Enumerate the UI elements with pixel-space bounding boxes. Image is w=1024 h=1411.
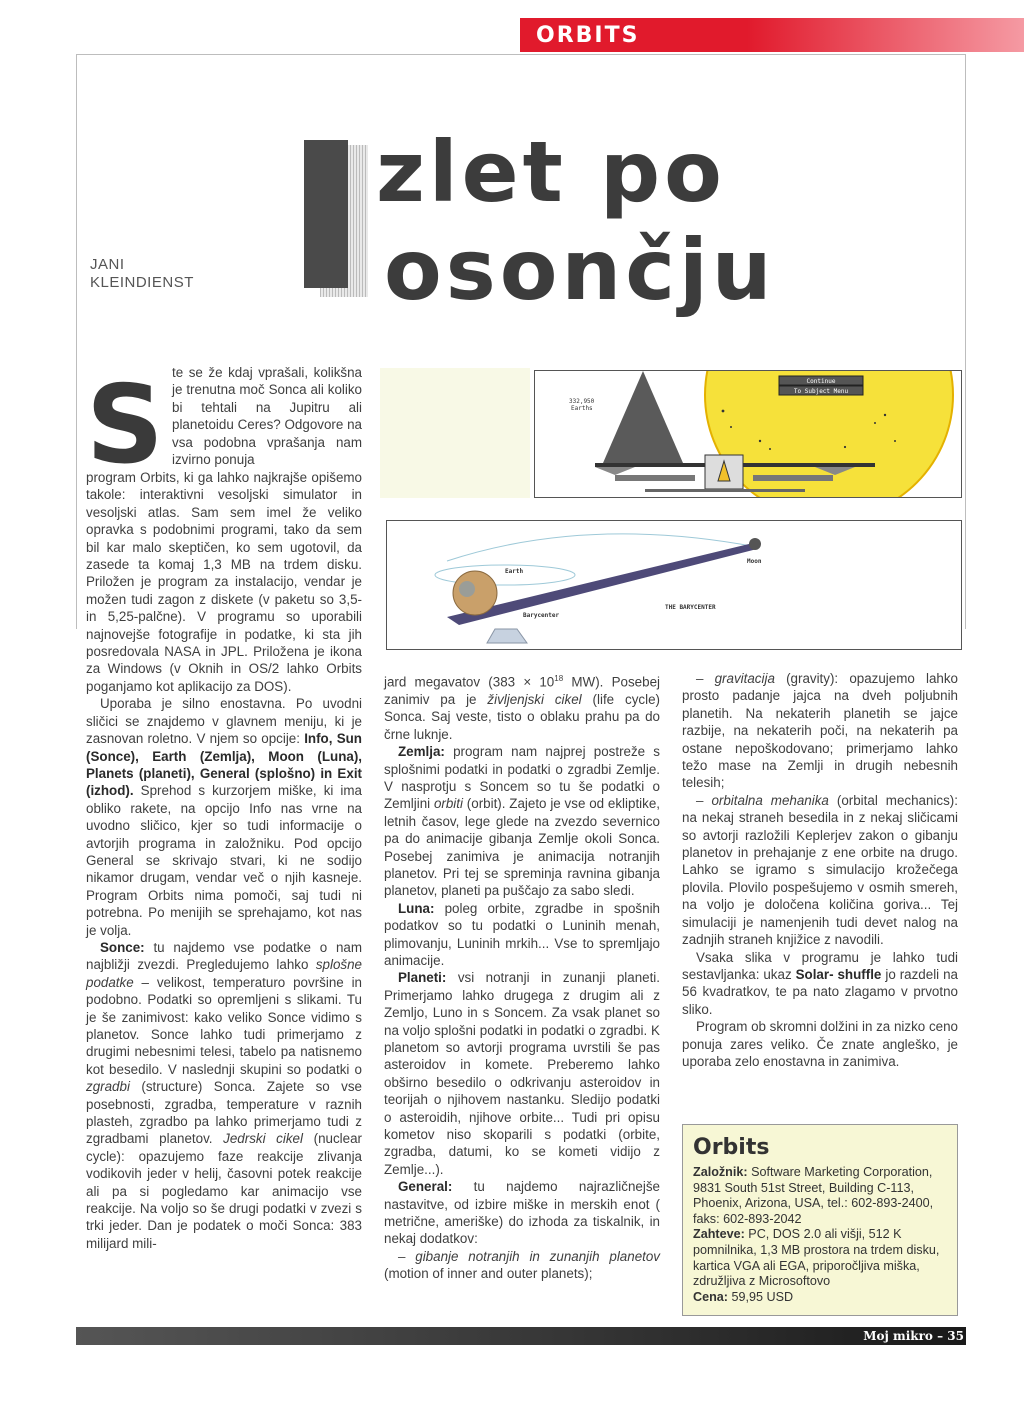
emphasis: življenjski cikel: [487, 691, 582, 707]
emphasis: orbiti: [433, 796, 463, 812]
emphasis: zgradbi: [86, 1079, 130, 1095]
paragraph-text: tu najdemo vse podatke o nam najbližji zvezdi. Pregledujemo lahko: [86, 939, 362, 973]
emphasis: – gravitacija: [696, 671, 775, 686]
barycenter-label: Barycenter: [523, 612, 560, 619]
section-tag: [520, 18, 1024, 52]
paragraph-list-item: [682, 792, 958, 949]
paragraph-text: MW). Posebej zanimiv pa je: [384, 674, 660, 707]
title-line-2: osončju: [384, 221, 776, 319]
paragraph-text: (motion of inner and outer planets);: [384, 1266, 593, 1282]
paragraph-text: poleg orbite, zgradbe in spošnih podatkov so tu podatki o Luninih menah, plimovanju, Luninih mrkih... Vse to spremljajo animacije.: [384, 900, 660, 968]
drop-cap: S: [86, 363, 164, 488]
faint-panel: [380, 368, 530, 498]
footer-bar: [76, 1327, 966, 1345]
emphasis: – orbitalna mehanika: [696, 792, 829, 808]
price-label: Cena:: [693, 1289, 728, 1304]
command-name: Solar- shuffle: [795, 966, 882, 982]
scale-ruler: [645, 489, 805, 492]
paragraph-list-item: [384, 1248, 660, 1283]
scale-base-right: [753, 475, 833, 481]
publisher-value: Software Marketing Corporation, 9831 South 51st Street, Building C-113, Phoenix, Arizona, USA, tel.: 602-893-2400, faks: 602-893-2042: [693, 1165, 934, 1226]
subhead-moon: Luna:: [398, 900, 435, 916]
earth-globe: [453, 571, 497, 615]
paragraph: Program ob skromni dolžini in za nizko ceno ponuja zares veliko. Če znate angleško, je uporaba zelo enostavna in zanimiva.: [682, 1019, 958, 1069]
moon-body: [749, 538, 761, 550]
paragraph: [86, 695, 362, 939]
requirements-info: [693, 1227, 947, 1289]
publisher-label: Založnik:: [693, 1165, 748, 1179]
paragraph-text: (life cycle) Sonca. Saj veste, tisto o oblaku prahu pa do črne luknje.: [384, 691, 660, 742]
paragraph-general: [384, 1178, 660, 1248]
earths-pyramid: [603, 371, 683, 463]
author-byline: [90, 256, 194, 292]
column-2: [384, 670, 660, 1283]
paragraph-sun: [86, 939, 362, 1252]
sun-scale-illustration: [535, 371, 961, 497]
subhead-general: General:: [398, 1179, 453, 1195]
publisher-info: [693, 1165, 947, 1227]
author-first-name: JANI: [90, 256, 125, 273]
subhead-planets: Planeti:: [398, 970, 447, 986]
paragraph-list-item: [682, 670, 958, 792]
paragraph-text: Sprehod s kurzorjem miške, ki ima obliko rakete, na opcijo Info nas vrne na uvodno sličico, kjer so tudi informacije o avtorjih programa in založniku. Pod opcijo General se skrivajo stvari, ki ne sodijo nikamor drugam, vendar več o njih kasneje. Program Orbits nima pomoči, saj tudi ni potrebna. Po menijih se sprehajamo, kot nas je volja.: [86, 783, 362, 938]
price-value: 59,95 USD: [728, 1289, 794, 1304]
paragraph-text: – velikost, temperaturo površine in podobno. Podatki so opremljeni s slikami. Tu je še zanimivost: kako veliko Sonce vidimo s planetov. Sonce lahko tudi primerjamo z drugimi nebesnimi telesi, tabelo pa natisnemo kot besedilo. V naslednji skupini so podatki o: [86, 974, 362, 1077]
column-3: [682, 670, 958, 1070]
paragraph-text: program nam najprej postreže s splošnimi podatki in podatki o zgradbi Zemlje. V nasprotju s Soncem so tu še podatki o Zemljini: [384, 744, 660, 812]
paragraph-text: (orbit). Zajeto je vse od ekliptike, letnih časov, lege glede na zvezdo severnico pa do animacije gibanja Zemlje okoli Sonca. Posebej zanimiva je animacija notranjih planetov. Pri tej se spreminja ravnina gibanja planetov, planeti pa puščajo za sabo sledi.: [384, 796, 660, 899]
continue-button-label: Continue: [806, 378, 836, 385]
paragraph-moon: [384, 900, 660, 970]
column-1: [86, 469, 362, 1252]
paragraph: [682, 949, 958, 1019]
paragraph-text: tu najdemo najrazličnejše nastavitve, od izbire miške in merskih enot ( metrične, ameriške) do izhoda za tiskalnik, in nekaj dodatkov:: [384, 1179, 660, 1247]
menu-options: Info, Sun (Sonce), Earth (Zemlja), Moon (Luna), Planets (planeti), General (splošno) in Exit (izhod).: [86, 731, 362, 799]
subhead-sun: Sonce:: [100, 939, 145, 955]
page-number: Moj mikro – 35: [863, 1329, 964, 1343]
title-line-1: zlet po: [376, 123, 726, 221]
paragraph-text: vsi notranji in zunanji planeti. Primerjamo lahko drugega z drugim ali z Zemljo, Luno in s Soncem. Za vsak planet so na voljo splošni podatki in podatki o zgradbi. K planetom so avtorji programa uvrstili še pas asteroidov in komete. Preberemo lahko obširno besedilo o odkrivanju asteroidov in teorijah o njihovem nastanku. Sledijo podatki o asteroidih, njihove orbite... Tudi pri opisu kometov niso skoparili s podatki (orbite, zgradba, datumi, ko se kometi vidijo z Zemlje...).: [384, 970, 660, 1177]
paragraph-planets: [384, 969, 660, 1178]
barycenter-caption: THE BARYCENTER: [665, 604, 716, 611]
emphasis: splošne podatke: [86, 957, 362, 990]
emphasis: – gibanje notranjih in zunanjih planetov: [398, 1248, 660, 1264]
intro-text: te se že kdaj vprašali, kolikšna je trenutna moč Sonca ali koliko bi tehtali na Jupitru ali planetoidu Ceres? Odgovore na vsa podobna vprašanja nam izvirno ponuja: [172, 365, 362, 468]
pyramid-label-count: 332,950: [569, 398, 595, 405]
left-pan: [595, 467, 635, 475]
paragraph-text: (structure) Sonca. Zajete so vse posebnosti, zgradba, temperature v raznih plasteh, zgradbo pa lahko primerjamo tudi z zgradbami planetov.: [86, 1079, 362, 1147]
moon-label: Moon: [747, 558, 762, 565]
requirements-value: PC, DOS 2.0 ali višji, 512 K pomnilnika, 1,3 MB prostora na trdem disku, kartica VGA ali EGA, priporočljiva miška, združljiva z Microsoftovo: [693, 1227, 940, 1289]
subject-menu-button-label: To Subject Menu: [793, 388, 849, 395]
price-info: [693, 1290, 947, 1306]
paragraph-earth: [384, 743, 660, 900]
paragraph-text: (nuclear cycle): opazujemo faze reakcije zlivanja vodikovih jeder v helij, časovni potek reakcije ali pa si pogledamo kar animacijo vse reakcije. Na voljo so še drugi podatki v zvezi s trki jeder. Dan je podatek o moči Sonca: 383 milijard mili-: [86, 1131, 362, 1251]
product-info-box: [682, 1124, 958, 1316]
figure-sun-scale: [534, 370, 962, 498]
paragraph: program Orbits, ki ga lahko najkrajše opišemo takole: interaktivni vesoljski simulator in vesoljski atlas. Sam sem imel že veliko opravka s podobnimi programi, tako da sem bil kar malo skeptičen, ko sem ugotovil, da zasede ta komaj 1,3 MB na trdem disku. Priložen je program za instalacijo, vendar je možen tudi zagon z diskete (v paketu so 3,5- in 5,25-palčne). V programu so uporabili najnovejše fotografije in podatke, ki sta jih posredovala NASA in JPL. Priložena je ikona za Windows (v Oknih in OS/2 lahko Orbits poganjamo kot aplikacijo za DOS).: [86, 470, 362, 694]
intro-paragraph: [172, 364, 362, 468]
scale-base-left: [615, 475, 695, 481]
author-last-name: KLEINDIENST: [90, 274, 194, 291]
paragraph-text: jo razdeli na 56 kvadratkov, te pa nato zlagamo v prvotno sliko.: [682, 966, 958, 1017]
emphasis: Jedrski cikel: [223, 1131, 303, 1147]
paragraph-text: jard megavatov (383 × 10: [384, 674, 555, 690]
paragraph-text: (orbital mechanics): na nekaj straneh besedila in z nekaj sličicami so avtorji razložili Keplerjev zakon o gibanju planetov in prehajanje z ene orbite na drugo. Lahko se igramo s simulacijo krožečega plovila. Plovilo pospešujemo v osmih smereh, na voljo je določena količina goriva... Tej simulaciji je namenjenih tudi devet nalog na zadnjih straneh knjižice z navodili.: [682, 792, 958, 948]
paragraph-text: (gravity): opazujemo lahko prosto padanje jajca na dveh poljubnih planetih. Na nekaterih planetih se jajce razbije, na nekaterih poči, na nekaterih pa ostane nepoškodovano; primerjamo lahko težo mase na Zemlji in drugih nebesnih telesih;: [682, 671, 959, 791]
info-box-title: Orbits: [693, 1135, 770, 1160]
subhead-earth: Zemlja:: [398, 744, 445, 760]
earth-ocean: [459, 581, 475, 597]
paragraph-text: Vsaka slika v programu je lahko tudi sestavljanka: ukaz: [682, 949, 958, 982]
title-initial-letter: [304, 140, 348, 288]
earth-label: Earth: [505, 568, 524, 575]
paragraph: [384, 670, 660, 743]
barycenter-illustration: [387, 521, 961, 649]
barycenter-fulcrum: [487, 629, 527, 643]
pyramid-label-unit: Earths: [571, 405, 593, 412]
exponent: 18: [554, 674, 564, 683]
requirements-label: Zahteve:: [693, 1227, 745, 1242]
paragraph-text: Uporaba je silno enostavna. Po uvodni sličici se znajdemo v glavnem meniju, ki je zasnovan roletno. V njem so opcije:: [86, 696, 362, 747]
section-tag-label: ORBITS: [536, 22, 640, 48]
figure-barycenter: [386, 520, 962, 650]
